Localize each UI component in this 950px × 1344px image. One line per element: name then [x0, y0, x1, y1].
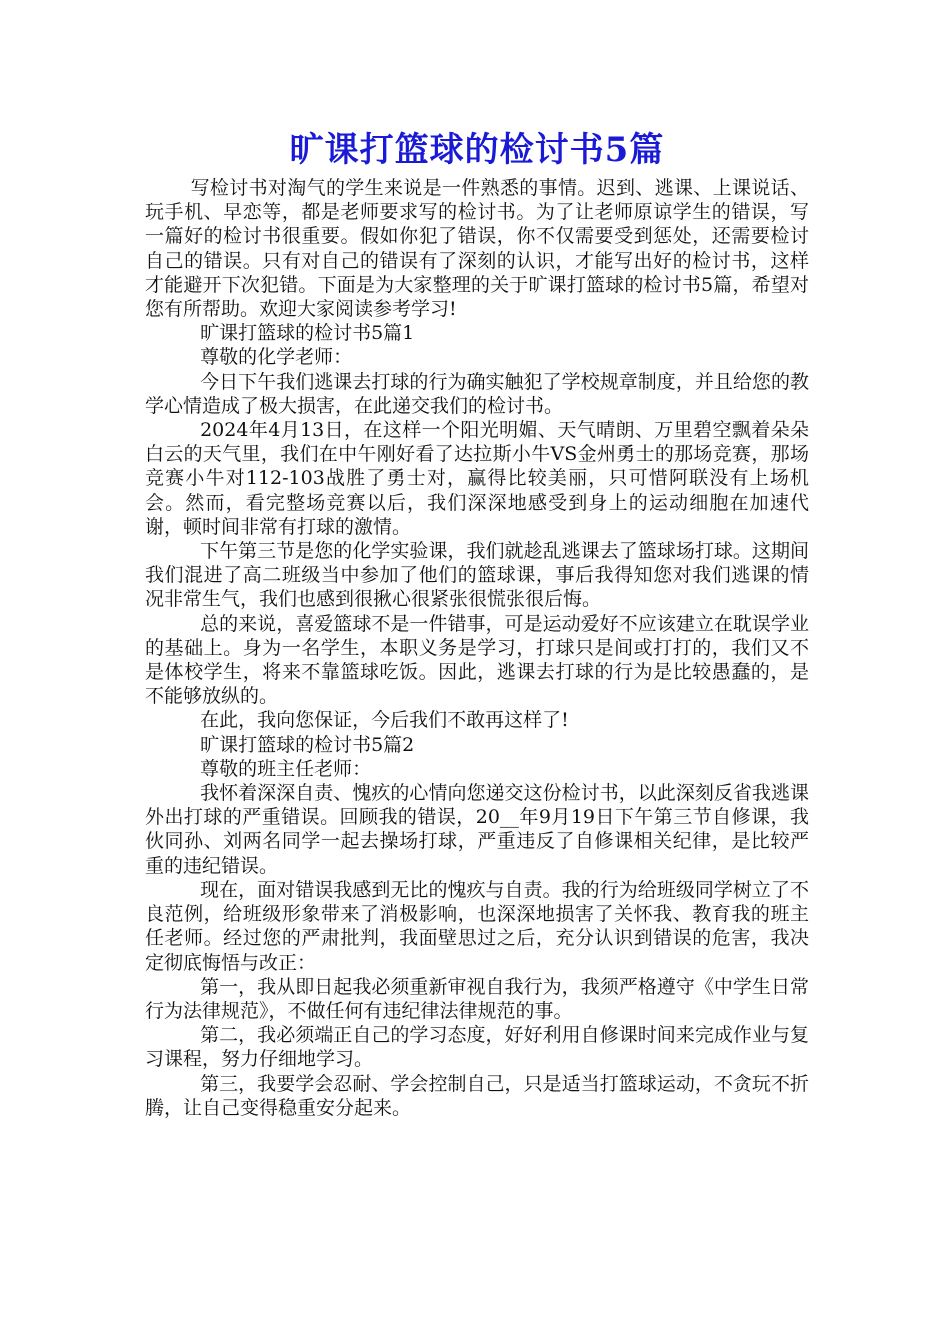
intro-paragraph: 写检讨书对淘气的学生来说是一件熟悉的事情。迟到、逃课、上课说话、玩手机、早恋等，都是老师要求写的检讨书。为了让老师原谅学生的错误，写一篇好的检讨书很重要。假如你犯了错误，你不仅需要受到惩处，还需要检讨自己的错误。只有对自己的错误有了深刻的认识，才能写出好的检讨书，这样才能避开下次犯错。下面是为大家整理的关于旷课打篮球的检讨书5篇，希望对您有所帮助。欢迎大家阅读参考学习! — [145, 177, 809, 321]
section-heading-2: 旷课打篮球的检讨书5篇2 — [200, 733, 415, 756]
document-page — [145, 124, 809, 1120]
body-paragraph: 第一，我从即日起我必须重新审视自我行为，我须严格遵守《中学生日常行为法律规范》，不做任何有违纪律法律规范的事。 — [145, 975, 809, 1022]
body-paragraph: 第二，我必须端正自己的学习态度，好好利用自修课时间来完成作业与复习课程，努力仔细地学习。 — [145, 1024, 809, 1071]
body-paragraph: 我怀着深深自责、愧疚的心情向您递交这份检讨书，以此深刻反省我逃课外出打球的严重错误。回顾我的错误，20__年9月19日下午第三节自修课，我伙同孙、刘两名同学一起去操场打球，严重违反了自修课相关纪律，是比较严重的违纪错误。 — [145, 782, 809, 877]
body-paragraph: 总的来说，喜爱篮球不是一件错事，可是运动爱好不应该建立在耽误学业的基础上。身为一名学生，本职义务是学习，打球只是间或打打的，我们又不是体校学生，将来不靠篮球吃饭。因此，逃课去打球的行为是比较愚蠢的，是不能够放纵的。 — [145, 612, 809, 708]
document-title: 旷课打篮球的检讨书5篇 — [289, 130, 665, 170]
salutation-2: 尊敬的班主任老师： — [200, 757, 372, 780]
body-paragraph: 今日下午我们逃课去打球的行为确实触犯了学校规章制度，并且给您的教学心情造成了极大损害，在此递交我们的检讨书。 — [145, 370, 809, 417]
body-paragraph: 2024年4月13日，在这样一个阳光明媚、天气晴朗、万里碧空飘着朵朵白云的天气里，我们在中午刚好看了达拉斯小牛VS金州勇士的那场竞赛，那场竞赛小牛对112-103战胜了勇士对，赢得比较美丽，只可惜阿联没有上场机会。然而，看完整场竞赛以后，我们深深地感受到身上的运动细胞在加速代谢，顿时间非常有打球的激情。 — [145, 419, 809, 538]
body-paragraph: 下午第三节是您的化学实验课，我们就趁乱逃课去了篮球场打球。这期间我们混进了高二班级当中参加了他们的篮球课，事后我得知您对我们逃课的情况非常生气，我们也感到很揪心很紧张很慌张很后悔。 — [145, 540, 809, 611]
salutation-1: 尊敬的化学老师： — [200, 346, 353, 369]
body-paragraph: 第三，我要学会忍耐、学会控制自己，只是适当打篮球运动，不贪玩不折腾，让自己变得稳重安分起来。 — [145, 1072, 809, 1119]
body-paragraph: 现在，面对错误我感到无比的愧疚与自责。我的行为给班级同学树立了不良范例，给班级形象带来了消极影响，也深深地损害了关怀我、教育我的班主任老师。经过您的严肃批判，我面壁思过之后，充分认识到错误的危害，我决定彻底悔悟与改正： — [145, 878, 809, 974]
section-heading-1: 旷课打篮球的检讨书5篇1 — [200, 322, 415, 345]
body-paragraph: 在此，我向您保证，今后我们不敢再这样了! — [200, 709, 569, 732]
